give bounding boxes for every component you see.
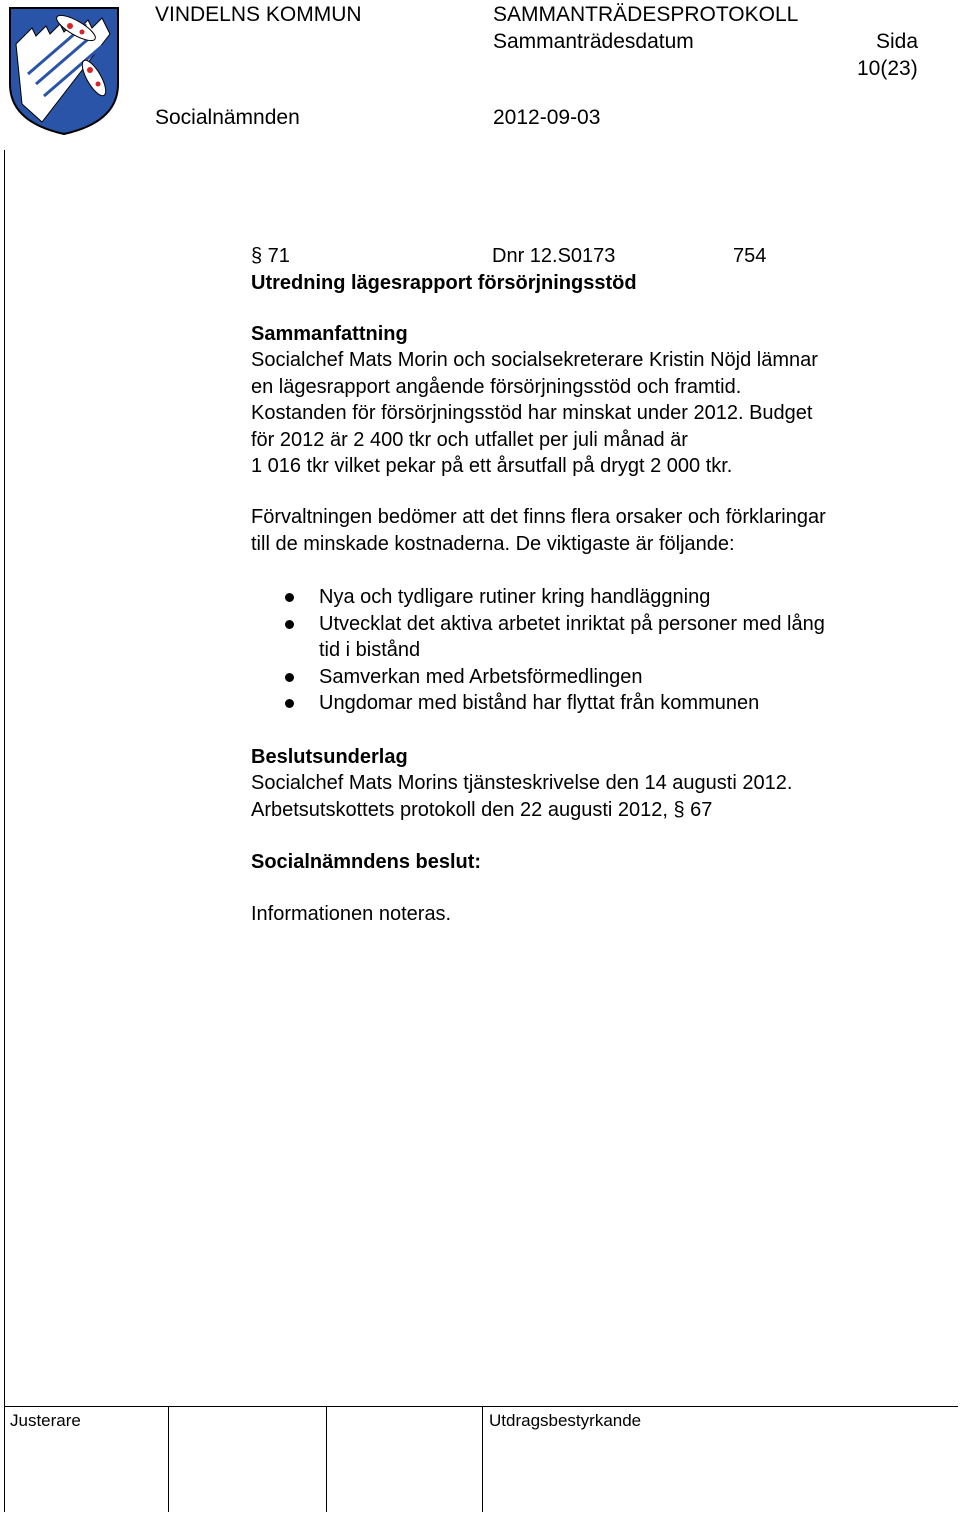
summary-line: 1 016 tkr vilket pekar på ett årsutfall på drygt 2 000 tkr. bbox=[251, 455, 733, 477]
list-item bbox=[251, 690, 825, 717]
summary-line: Socialchef Mats Morin och socialsekreterare Kristin Nöjd lämnar bbox=[251, 349, 818, 371]
basis-line: Arbetsutskottets protokoll den 22 augusti 2012, § 67 bbox=[251, 798, 713, 821]
bullet-icon bbox=[285, 620, 294, 629]
archive-code: 754 bbox=[733, 245, 767, 267]
diary-number: Dnr 12.S0173 bbox=[492, 245, 616, 267]
bullet-icon bbox=[285, 673, 294, 682]
margin-line bbox=[4, 150, 5, 1512]
summary-paragraph-2 bbox=[251, 504, 826, 557]
bullet-icon bbox=[285, 593, 294, 602]
list-item-text: Ungdomar med bistånd har flyttat från kommunen bbox=[319, 692, 760, 714]
basis-list bbox=[251, 770, 792, 823]
board-name: Socialnämnden bbox=[155, 106, 300, 129]
reasons-list bbox=[251, 584, 825, 717]
basis-heading: Beslutsunderlag bbox=[251, 746, 408, 768]
list-item-text: Nya och tydligare rutiner kring handläggning bbox=[319, 586, 711, 608]
document-type: SAMMANTRÄDESPROTOKOLL bbox=[493, 3, 799, 26]
footer-cell-divider bbox=[482, 1406, 483, 1512]
extract-certification-label: Utdragsbestyrkande bbox=[489, 1411, 642, 1430]
paragraph-number: § 71 bbox=[251, 245, 290, 267]
list-item bbox=[251, 611, 825, 664]
summary-heading: Sammanfattning bbox=[251, 323, 408, 345]
footer-divider bbox=[4, 1406, 958, 1407]
bullet-icon bbox=[285, 699, 294, 708]
summary-paragraph-1 bbox=[251, 347, 818, 480]
coat-of-arms-logo bbox=[6, 4, 122, 141]
decision-text: Informationen noteras. bbox=[251, 903, 452, 925]
municipality-name: VINDELNS KOMMUN bbox=[155, 3, 362, 26]
adjuster-label: Justerare bbox=[10, 1411, 81, 1430]
footer-cell-divider bbox=[326, 1406, 327, 1512]
page-number: 10(23) bbox=[857, 57, 918, 80]
footer-cell-divider bbox=[168, 1406, 169, 1512]
list-item-text: Utvecklat det aktiva arbetet inriktat på personer med lång bbox=[319, 612, 825, 635]
list-item-text: tid i bistånd bbox=[319, 639, 421, 661]
decision-heading: Socialnämndens beslut: bbox=[251, 851, 482, 873]
meeting-date-label: Sammanträdesdatum bbox=[493, 30, 694, 53]
basis-line: Socialchef Mats Morins tjänsteskrivelse den 14 augusti 2012. bbox=[251, 772, 793, 794]
summary-line: Kostanden för försörjningsstöd har minskat under 2012. Budget bbox=[251, 402, 813, 424]
summary-line: en lägesrapport angående försörjningsstöd och framtid. bbox=[251, 375, 742, 398]
list-item bbox=[251, 584, 825, 611]
page-label: Sida bbox=[876, 30, 919, 53]
summary-line: för 2012 är 2 400 tkr och utfallet per juli månad är bbox=[251, 428, 688, 451]
summary-line: Förvaltningen bedömer att det finns flera orsaker och förklaringar bbox=[251, 506, 826, 528]
item-title: Utredning lägesrapport försörjningsstöd bbox=[251, 272, 637, 294]
meeting-date: 2012-09-03 bbox=[493, 106, 601, 129]
summary-line: till de minskade kostnaderna. De viktigaste är följande: bbox=[251, 532, 735, 555]
list-item bbox=[251, 664, 825, 691]
list-item-text: Samverkan med Arbetsförmedlingen bbox=[319, 665, 643, 688]
